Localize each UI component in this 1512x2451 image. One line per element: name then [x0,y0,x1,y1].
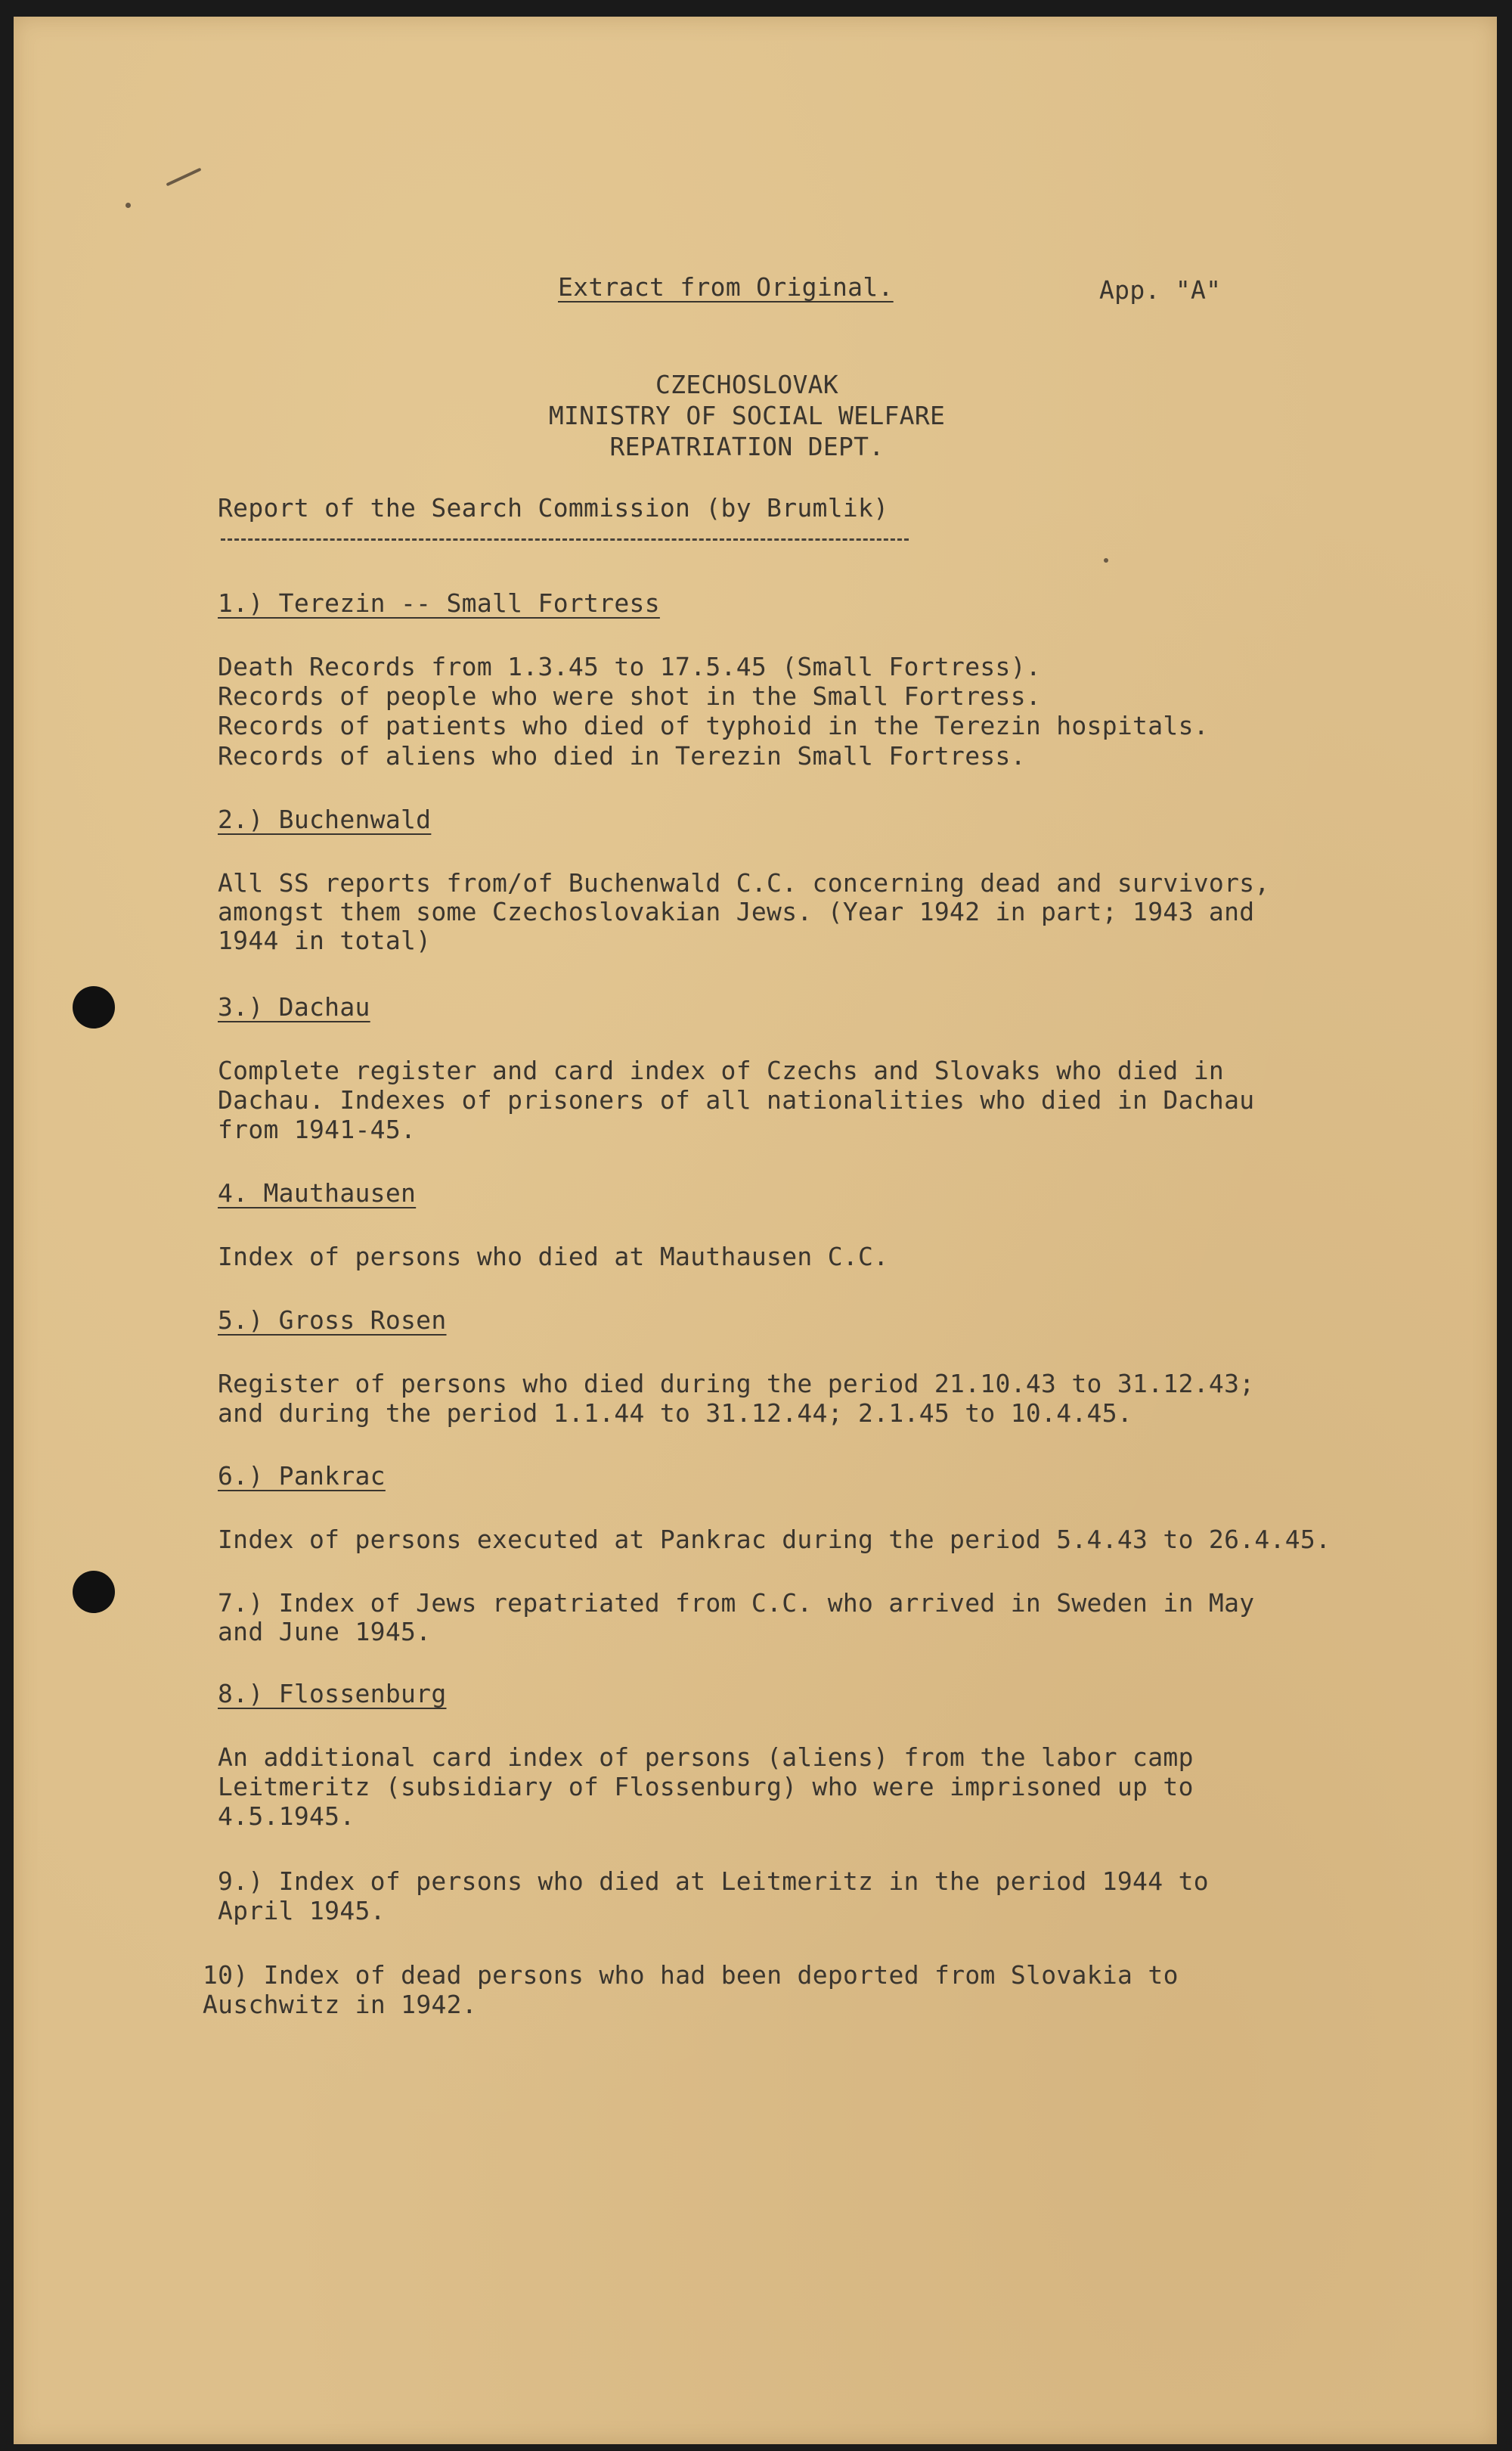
section-line: 7.) Index of Jews repatriated from C.C. who arrived in Sweden in May [218,1588,1255,1618]
ink-dot [1104,558,1108,563]
section-line: and June 1945. [218,1617,432,1646]
punch-hole-bottom [73,1571,115,1613]
section-line: 4.5.1945. [218,1801,355,1831]
org-line-country: CZECHOSLOVAK [655,370,838,399]
section-heading-dachau: 3.) Dachau [218,992,370,1022]
section-line: 1944 in total) [218,926,432,955]
document-page [14,17,1497,2444]
section-heading-flossenburg: 8.) Flossenburg [218,1679,447,1708]
section-line: 10) Index of dead persons who had been deported from Slovakia to [203,1960,1179,1990]
section-line: Death Records from 1.3.45 to 17.5.45 (Small Fortress). [218,652,1042,681]
section-line: from 1941-45. [218,1115,417,1144]
section-line: April 1945. [218,1896,386,1925]
section-line: amongst them some Czechoslovakian Jews. (Year 1942 in part; 1943 and [218,897,1255,926]
report-title: Report of the Search Commission (by Brumlik) [218,493,889,523]
title-dashed-rule [221,538,909,541]
extract-title: Extract from Original. [558,272,894,302]
section-line: Register of persons who died during the period 21.10.43 to 31.12.43; [218,1369,1255,1398]
section-heading-gross-rosen: 5.) Gross Rosen [218,1305,447,1335]
section-line: Complete register and card index of Czechs and Slovaks who died in [218,1056,1225,1085]
section-line: Index of persons executed at Pankrac during the period 5.4.43 to 26.4.45. [218,1525,1331,1554]
punch-hole-top [73,986,115,1028]
org-line-ministry: MINISTRY OF SOCIAL WELFARE [548,401,946,430]
section-line: Dachau. Indexes of prisoners of all nationalities who died in Dachau [218,1085,1255,1115]
org-line-department: REPATRIATION DEPT. [609,432,885,461]
section-heading-buchenwald: 2.) Buchenwald [218,805,432,834]
section-line: 9.) Index of persons who died at Leitmeritz in the period 1944 to [218,1866,1209,1896]
section-line: and during the period 1.1.44 to 31.12.44; 2.1.45 to 10.4.45. [218,1398,1133,1428]
section-heading-pankrac: 6.) Pankrac [218,1461,386,1491]
section-line: Auschwitz in 1942. [203,1990,478,2019]
section-line: Index of persons who died at Mauthausen C.C. [218,1242,889,1271]
section-line: Records of aliens who died in Terezin Small Fortress. [218,741,1026,771]
section-line: Records of patients who died of typhoid in the Terezin hospitals. [218,711,1209,740]
appendix-label: App. "A" [1099,275,1222,305]
section-line: Leitmeritz (subsidiary of Flossenburg) who were imprisoned up to [218,1772,1194,1801]
section-line: All SS reports from/of Buchenwald C.C. concerning dead and survivors, [218,868,1270,898]
section-heading-mauthausen: 4. Mauthausen [218,1178,417,1208]
section-line: An additional card index of persons (aliens) from the labor camp [218,1742,1194,1772]
ink-dot [125,203,131,208]
section-heading-terezin: 1.) Terezin -- Small Fortress [218,588,660,618]
section-line: Records of people who were shot in the Small Fortress. [218,681,1042,711]
ink-mark [166,168,201,187]
